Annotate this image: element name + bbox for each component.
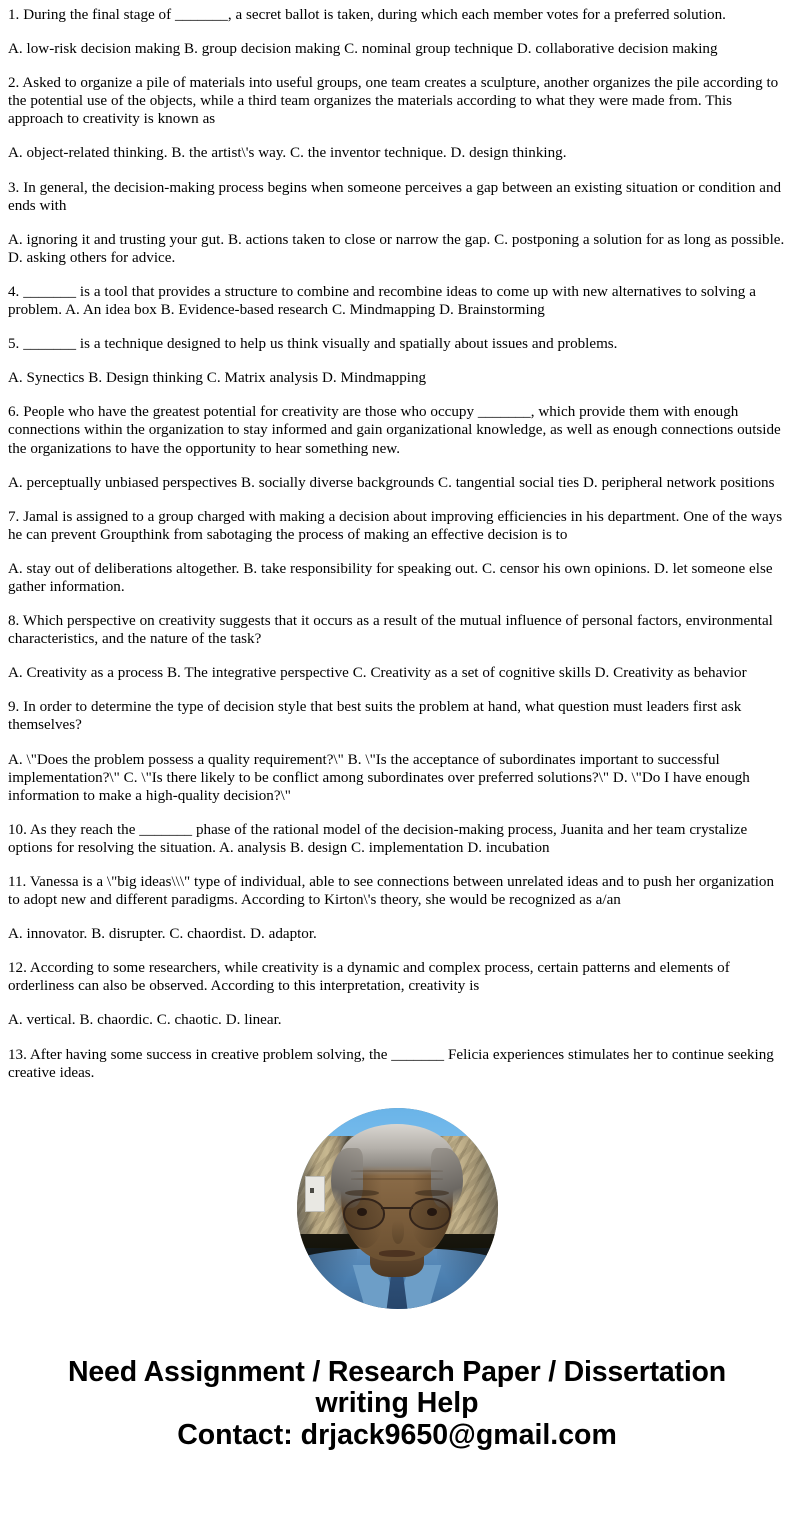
question-stem: 13. After having some success in creative problem solving, the _______ Felicia experiences stimulates her to continue seeking creative ideas.	[8, 1046, 774, 1081]
photo-mouth	[379, 1250, 415, 1256]
question-stem: 11. Vanessa is a \"big ideas\\\" type of individual, able to see connections between unrelated ideas and to push her organization to adopt new and different paradigms. According to Kirton\'s theory, she would be recognized as a/an	[8, 874, 775, 909]
question-stem: 10. As they reach the _______ phase of the rational model of the decision-making process, Juanita and her team crystalize options for resolving the situation. A. analysis B. design C. implementation D. incubation	[8, 821, 748, 856]
question-options: A. vertical. B. chaordic. C. chaotic. D. linear.	[8, 1012, 282, 1029]
question-stem: 8. Which perspective on creativity suggests that it occurs as a result of the mutual influence of personal factors, environmental characteristics, and the nature of the task?	[8, 613, 773, 648]
question-stem: 1. During the final stage of _______, a secret ballot is taken, during which each member votes for a preferred solution.	[8, 7, 726, 23]
photo-eyeglass-bridge	[381, 1207, 413, 1209]
question-options: A. ignoring it and trusting your gut. B. actions taken to close or narrow the gap. C. postponing a solution for as long as possible. D. asking others for advice.	[8, 231, 785, 266]
promo-headline-line1: Need Assignment / Research Paper / Dissertation	[68, 1355, 726, 1388]
question-stem: 5. _______ is a technique designed to help us think visually and spatially about issues and problems.	[8, 336, 618, 353]
question-options: A. object-related thinking. B. the artist\'s way. C. the inventor technique. D. design thinking.	[8, 145, 567, 162]
avatar	[297, 1108, 498, 1309]
question-options: A. Synectics B. Design thinking C. Matrix analysis D. Mindmapping	[8, 370, 427, 387]
question-options: A. low-risk decision making B. group decision making C. nominal group technique D. collaborative decision making	[8, 41, 718, 58]
question-stem: 6. People who have the greatest potential for creativity are those who occupy _______, which provide them with enough connections within the organization to stay informed and gain organizational knowledge, as well as enough connections outside the organizations to have the opportunity to hear something new.	[8, 404, 781, 457]
question-stem: 7. Jamal is assigned to a group charged with making a decision about improving efficiencies in his department. One of the ways he can prevent Groupthink from sabotaging the process of making an effective decision is to	[8, 508, 783, 543]
question-options: A. innovator. B. disrupter. C. chaordist. D. adaptor.	[8, 926, 317, 943]
promo-footer	[8, 1357, 786, 1451]
photo-forehead-line-2	[351, 1178, 443, 1180]
question-options: A. \"Does the problem possess a quality requirement?\" B. \"Is the acceptance of subordinates important to successful implementation?\" C. \"Is there likely to be conflict among subordinates over preferred solutions?\" D. \"Do I have enough information to make a high-quality decision?\"	[8, 751, 750, 804]
photo-wall-switch-dot	[310, 1188, 314, 1192]
photo-shirt-shadow-right	[437, 1248, 493, 1308]
promo-contact-email: Contact: drjack9650@gmail.com	[177, 1418, 617, 1451]
question-options: A. stay out of deliberations altogether. B. take responsibility for speaking out. C. censor his own opinions. D. let someone else gather information.	[8, 560, 773, 595]
photo-wall-switchplate	[305, 1176, 325, 1212]
question-options: A. Creativity as a process B. The integrative perspective C. Creativity as a set of cognitive skills D. Creativity as behavior	[8, 665, 747, 682]
photo-forehead-line-1	[351, 1170, 443, 1172]
promo-headline-line2: writing Help	[315, 1386, 479, 1419]
profile-photo-container	[8, 1108, 786, 1309]
question-stem: 3. In general, the decision-making process begins when someone perceives a gap between an existing situation or condition and ends with	[8, 179, 782, 214]
question-stem: 4. _______ is a tool that provides a structure to combine and recombine ideas to come up with new alternatives to solving a problem. A. An idea box B. Evidence-based research C. Mindmapping D. Brainstorming	[8, 283, 756, 319]
photo-shirt-shadow-left	[301, 1248, 357, 1308]
question-options: A. perceptually unbiased perspectives B. socially diverse backgrounds C. tangential social ties D. peripheral network positions	[8, 474, 775, 491]
question-stem: 12. According to some researchers, while creativity is a dynamic and complex process, certain patterns and elements of orderliness can also be observed. According to this interpretation, creativity is	[8, 960, 730, 995]
question-stem: 2. Asked to organize a pile of materials into useful groups, one team creates a sculpture, another organizes the pile according to the potential use of the objects, while a third team organizes the materials according to what they were made from. This approach to creativity is known as	[8, 75, 779, 128]
question-stem: 9. In order to determine the type of decision style that best suits the problem at hand, what question must leaders first ask themselves?	[8, 699, 742, 734]
